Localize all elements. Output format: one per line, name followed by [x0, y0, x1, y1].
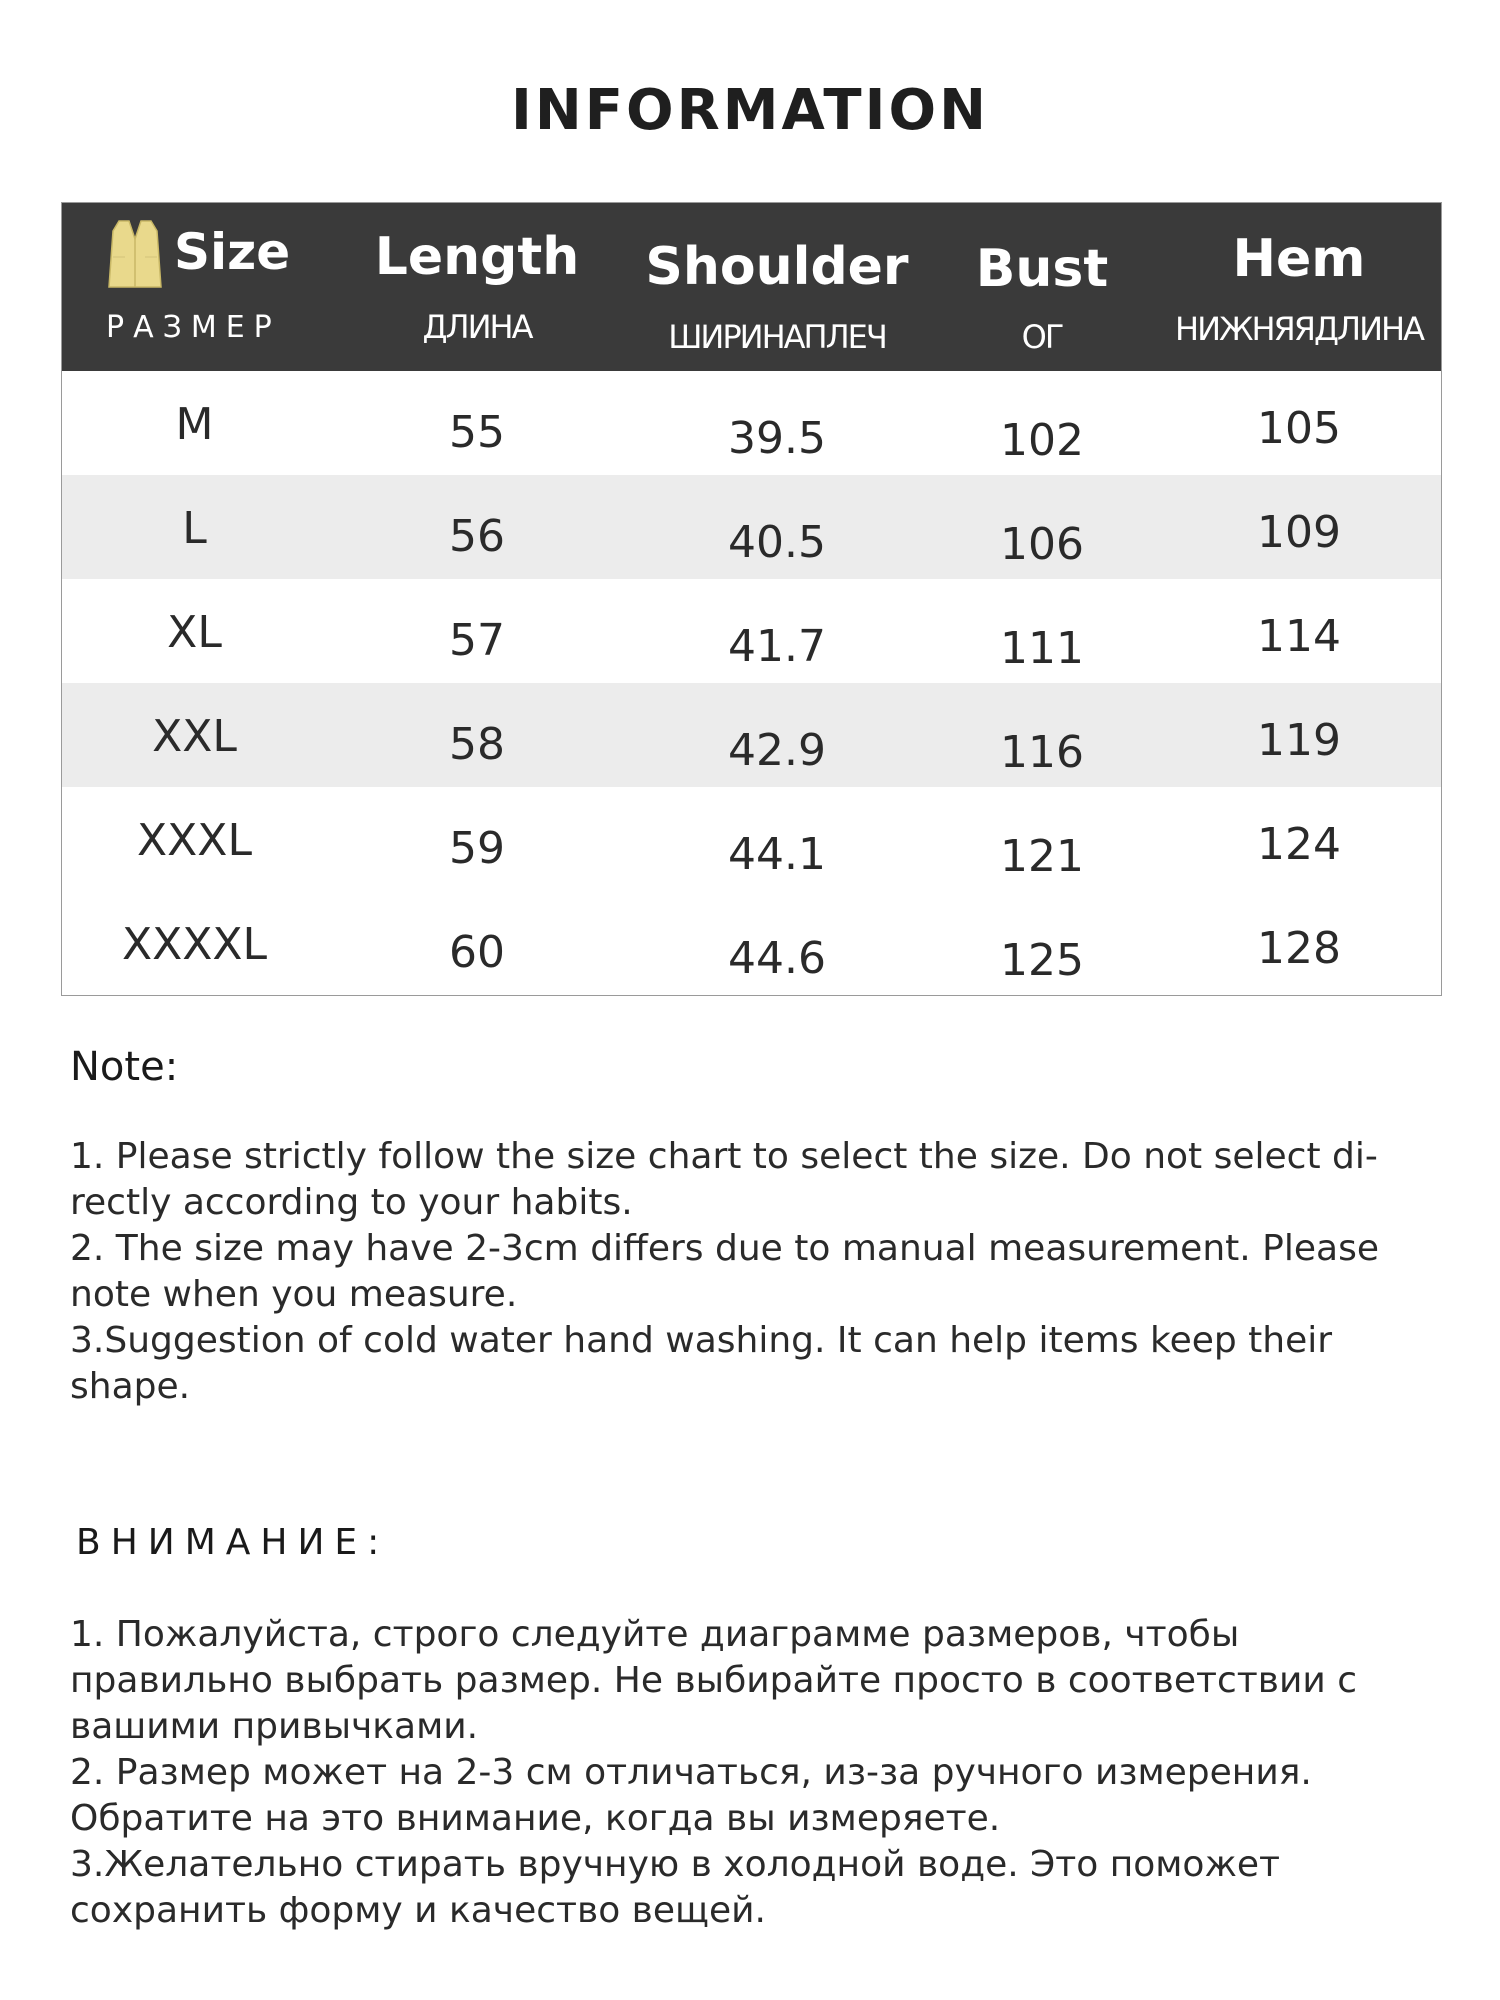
size-cell: XXXL — [137, 815, 252, 866]
size-cell: M — [175, 399, 214, 450]
hem-cell: 119 — [1257, 715, 1341, 766]
table-row — [62, 683, 1441, 787]
size-chart-table — [61, 202, 1442, 996]
bust-cell: 102 — [1000, 415, 1084, 466]
table-row — [62, 475, 1441, 579]
note-ru-item: 3.Желательно стирать вручную в холодной воде. Это поможет сохранить форму и качество вещей. — [70, 1844, 1280, 1931]
table-row — [62, 371, 1441, 475]
note-item: 3.Suggestion of cold water hand washing. It can help items keep their shape. — [70, 1320, 1333, 1407]
shoulder-cell: 44.6 — [728, 933, 826, 984]
length-cell: 55 — [449, 407, 505, 458]
page-title: INFORMATION — [511, 78, 989, 143]
table-header — [62, 203, 1441, 371]
note-list — [70, 1134, 1410, 1410]
size-cell: XL — [167, 607, 222, 658]
header-length-sublabel: ДЛИНА — [422, 308, 532, 346]
header-bust-label: Bust — [975, 239, 1109, 299]
bust-cell: 116 — [1000, 727, 1084, 778]
shoulder-cell: 42.9 — [728, 725, 826, 776]
header-hem — [1157, 203, 1441, 371]
note-ru-list — [70, 1612, 1430, 1934]
header-size — [62, 203, 327, 371]
header-length-label: Length — [374, 227, 580, 287]
header-hem-sublabel: НИЖНЯЯДЛИНА — [1175, 310, 1423, 348]
shoulder-cell: 41.7 — [728, 621, 826, 672]
header-length — [327, 203, 627, 371]
header-size-sublabel: РАЗМЕР — [106, 310, 281, 345]
bust-cell: 111 — [1000, 623, 1084, 674]
shoulder-cell: 44.1 — [728, 829, 826, 880]
shoulder-cell: 40.5 — [728, 517, 826, 568]
header-shoulder — [627, 203, 927, 371]
length-cell: 59 — [449, 823, 505, 874]
note-ru-item: 1. Пожалуйста, строго следуйте диаграмме размеров, чтобы правильно выбрать размер. Не выбирайте просто в соответствии с вашими привычками. — [70, 1614, 1358, 1747]
hem-cell: 124 — [1257, 819, 1341, 870]
bust-cell: 106 — [1000, 519, 1084, 570]
size-cell: XXXXL — [121, 919, 268, 970]
note-item: 2. The size may have 2-3cm differs due to manual measurement. Please note when you measure. — [70, 1228, 1379, 1315]
length-cell: 60 — [449, 927, 505, 978]
length-cell: 58 — [449, 719, 505, 770]
hem-cell: 105 — [1257, 403, 1341, 454]
header-shoulder-label: Shoulder — [645, 237, 909, 297]
table-row — [62, 787, 1441, 891]
note-ru-heading: ВНИМАНИЕ: — [76, 1522, 390, 1563]
note-heading: Note: — [70, 1044, 179, 1090]
header-shoulder-sublabel: ШИРИНАПЛЕЧ — [668, 318, 886, 356]
note-item: 1. Please strictly follow the size chart to select the size. Do not select di-rectly according to your habits. — [70, 1136, 1378, 1223]
hem-cell: 109 — [1257, 507, 1341, 558]
length-cell: 56 — [449, 511, 505, 562]
size-cell: L — [182, 503, 207, 554]
bust-cell: 125 — [1000, 935, 1084, 986]
header-bust — [927, 203, 1157, 371]
size-cell: XXL — [152, 711, 237, 762]
header-hem-label: Hem — [1232, 229, 1366, 289]
header-size-label: Size — [174, 223, 291, 281]
vest-icon — [105, 217, 165, 289]
shoulder-cell: 39.5 — [728, 413, 826, 464]
length-cell: 57 — [449, 615, 505, 666]
hem-cell: 114 — [1257, 611, 1341, 662]
table-row — [62, 891, 1441, 995]
table-row — [62, 579, 1441, 683]
header-bust-sublabel: ОГ — [1021, 318, 1063, 356]
bust-cell: 121 — [1000, 831, 1084, 882]
note-ru-item: 2. Размер может на 2-3 см отличаться, из-за ручного измерения. Обратите на это внимание, когда вы измеряете. — [70, 1752, 1312, 1839]
hem-cell: 128 — [1257, 923, 1341, 974]
